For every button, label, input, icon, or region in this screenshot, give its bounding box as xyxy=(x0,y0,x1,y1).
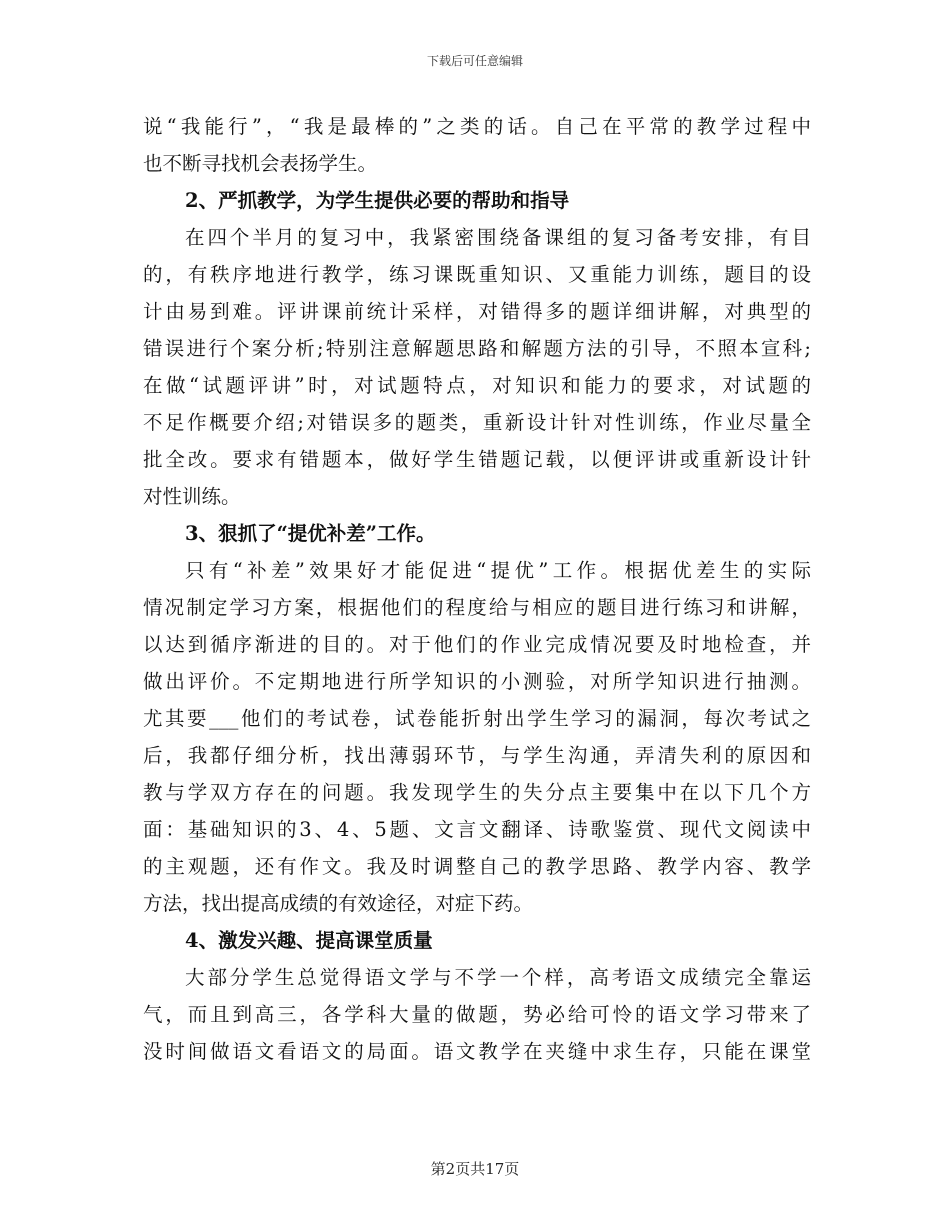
body-line: 以达到循序渐进的目的。对于他们的作业完成情况要及时地检查，并 xyxy=(143,633,811,656)
body-line: 教与学双方存在的问题。我发现学生的失分点主要集中在以下几个方 xyxy=(143,781,811,804)
body-line: 说“我能行”，“我是最棒的”之类的话。自己在平常的教学过程中 xyxy=(143,115,811,138)
body-line: 大部分学生总觉得语文学与不学一个样，高考语文成绩完全靠运 xyxy=(185,966,811,989)
body-line: 没时间做语文看语文的局面。语文教学在夹缝中求生存，只能在课堂 xyxy=(143,1040,811,1063)
body-line: 气，而且到高三，各学科大量的做题，势必给可怜的语文学习带来了 xyxy=(143,1003,811,1026)
section-heading: 4、激发兴趣、提高课堂质量 xyxy=(185,929,433,952)
body-line: 也不断寻找机会表扬学生。 xyxy=(143,152,378,175)
body-line: 在四个半月的复习中，我紧密围绕备课组的复习备考安排，有目 xyxy=(185,226,811,249)
body-line: 的主观题，还有作文。我及时调整自己的教学思路、教学内容、教学 xyxy=(143,855,811,878)
body-line: 的，有秩序地进行教学，练习课既重知识、又重能力训练，题目的设 xyxy=(143,263,811,286)
body-line: 在做“试题评讲”时，对试题特点，对知识和能力的要求，对试题的 xyxy=(143,374,811,397)
body-line: 不足作概要介绍;对错误多的题类，重新设计针对性训练，作业尽量全 xyxy=(143,411,811,434)
body-line: 批全改。要求有错题本，做好学生错题记载，以便评讲或重新设计针 xyxy=(143,448,811,471)
body-line: 只有“补差”效果好才能促进“提优”工作。根据优差生的实际 xyxy=(185,559,811,582)
body-line: 对性训练。 xyxy=(143,485,241,508)
page-footer xyxy=(0,1158,950,1179)
document-body xyxy=(143,108,811,1070)
section-heading: 2、严抓教学，为学生提供必要的帮助和指导 xyxy=(185,189,570,212)
page-header xyxy=(0,52,950,69)
header-text: 下载后可任意编辑 xyxy=(426,54,523,68)
body-line: 后，我都仔细分析，找出薄弱环节，与学生沟通，弄清失利的原因和 xyxy=(143,744,811,767)
body-line: 尤其要___他们的考试卷，试卷能折射出学生学习的漏洞，每次考试之 xyxy=(143,707,811,730)
body-line: 计由易到难。评讲课前统计采样，对错得多的题详细讲解，对典型的 xyxy=(143,300,811,323)
body-line: 方法，找出提高成绩的有效途径，对症下药。 xyxy=(143,892,534,915)
body-line: 面：基础知识的3、4、5题、文言文翻译、诗歌鉴赏、现代文阅读中 xyxy=(143,818,811,841)
body-line: 做出评价。不定期地进行所学知识的小测验，对所学知识进行抽测。 xyxy=(143,670,811,693)
body-line: 错误进行个案分析;特别注意解题思路和解题方法的引导，不照本宣科; xyxy=(143,337,811,360)
page-number: 第2页共17页 xyxy=(430,1160,520,1178)
section-heading: 3、狠抓了“提优补差”工作。 xyxy=(185,522,436,545)
body-line: 情况制定学习方案，根据他们的程度给与相应的题目进行练习和讲解， xyxy=(143,596,811,619)
